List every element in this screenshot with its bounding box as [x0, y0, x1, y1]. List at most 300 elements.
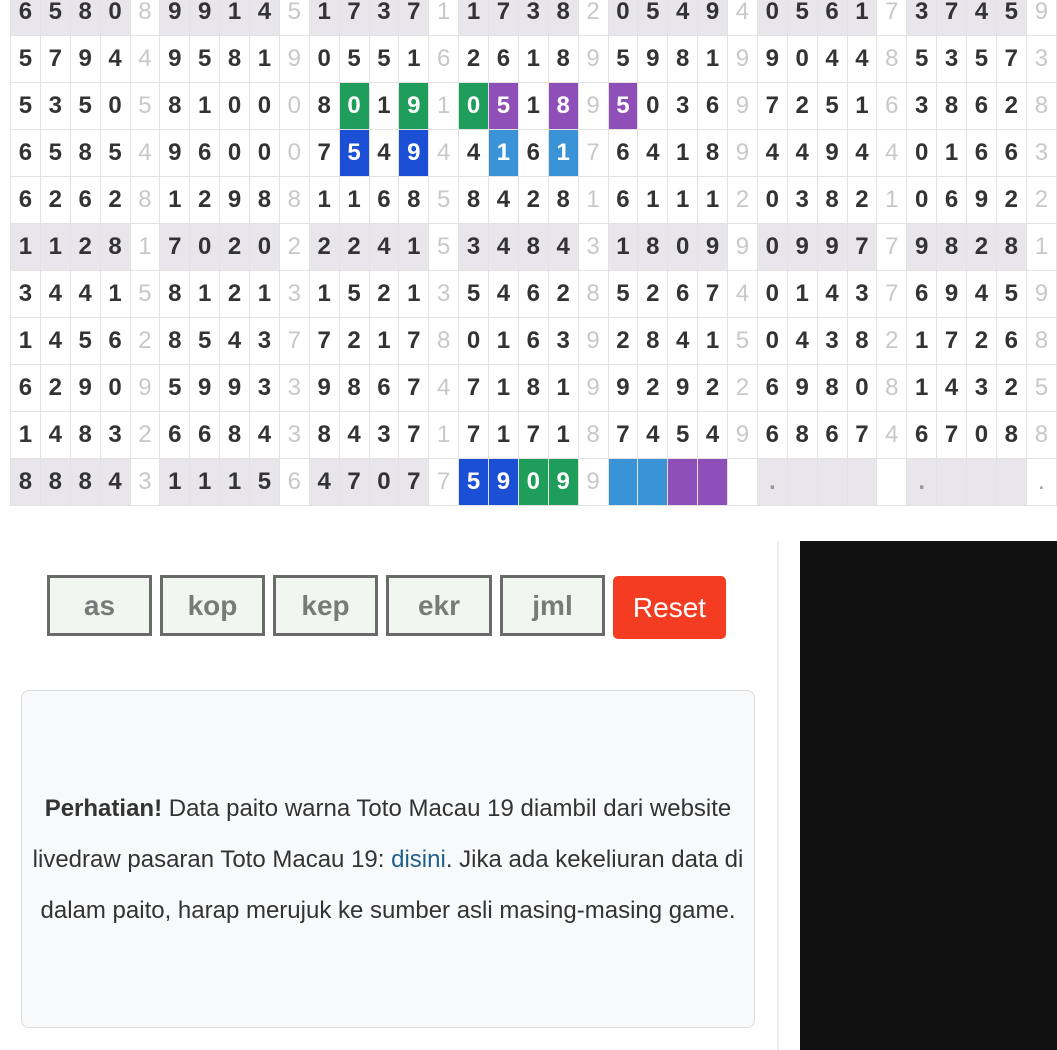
grid-cell[interactable]: 6 [489, 36, 519, 83]
grid-cell[interactable]: 8 [339, 365, 369, 412]
grid-cell[interactable]: 4 [638, 412, 668, 459]
grid-cell[interactable]: 1 [309, 0, 339, 36]
grid-cell[interactable]: 7 [608, 412, 638, 459]
grid-cell[interactable]: 1 [698, 318, 728, 365]
grid-cell[interactable]: 5 [40, 0, 70, 36]
grid-cell[interactable]: 9 [608, 365, 638, 412]
grid-cell[interactable]: 0 [369, 459, 399, 506]
grid-cell[interactable]: 3 [668, 83, 698, 130]
grid-cell[interactable]: 3 [40, 83, 70, 130]
grid-cell[interactable]: 3 [250, 318, 280, 365]
grid-cell[interactable]: 1 [937, 130, 967, 177]
grid-cell[interactable]: 1 [548, 365, 578, 412]
grid-cell[interactable]: 4 [757, 130, 787, 177]
grid-cell[interactable]: 2 [638, 271, 668, 318]
grid-cell[interactable]: 8 [11, 459, 41, 506]
grid-cell[interactable]: 3 [787, 177, 817, 224]
grid-cell[interactable]: 7 [160, 224, 190, 271]
grid-cell[interactable]: 4 [698, 412, 728, 459]
grid-cell[interactable]: 8 [160, 318, 190, 365]
grid-cell[interactable]: 0 [100, 83, 130, 130]
ekr-button[interactable]: ekr [386, 575, 492, 636]
grid-cell[interactable]: 2 [847, 177, 877, 224]
grid-cell[interactable]: 5 [996, 0, 1026, 36]
grid-cell[interactable]: 5 [190, 36, 220, 83]
grid-cell[interactable]: 7 [937, 0, 967, 36]
grid-cell[interactable]: 6 [817, 0, 847, 36]
grid-cell[interactable]: 8 [787, 412, 817, 459]
grid-cell[interactable] [847, 459, 877, 506]
grid-cell[interactable]: 1 [40, 224, 70, 271]
grid-cell[interactable]: 3 [459, 224, 489, 271]
grid-cell[interactable]: 1 [548, 412, 578, 459]
grid-cell[interactable]: 3 [907, 0, 937, 36]
grid-cell[interactable]: 1 [250, 271, 280, 318]
grid-cell[interactable]: 1 [11, 412, 41, 459]
grid-cell[interactable]: 0 [190, 224, 220, 271]
grid-cell[interactable]: 9 [668, 365, 698, 412]
grid-cell[interactable]: 1 [698, 177, 728, 224]
grid-cell[interactable]: 7 [399, 365, 429, 412]
grid-cell[interactable]: 2 [608, 318, 638, 365]
grid-cell[interactable]: 0 [638, 83, 668, 130]
grid-cell[interactable]: 1 [399, 271, 429, 318]
grid-cell[interactable]: 6 [817, 412, 847, 459]
grid-cell[interactable]: 8 [996, 412, 1026, 459]
grid-cell[interactable]: 8 [459, 177, 489, 224]
grid-cell[interactable]: 2 [190, 177, 220, 224]
grid-cell[interactable]: 6 [11, 130, 41, 177]
grid-cell[interactable]: 6 [608, 130, 638, 177]
grid-cell[interactable]: 7 [399, 459, 429, 506]
grid-cell[interactable]: 2 [518, 177, 548, 224]
grid-cell[interactable]: 8 [220, 36, 250, 83]
grid-cell[interactable]: 0 [757, 0, 787, 36]
grid-cell[interactable]: 1 [668, 177, 698, 224]
grid-cell[interactable]: 4 [817, 36, 847, 83]
grid-cell[interactable]: 1 [11, 318, 41, 365]
grid-cell[interactable]: 7 [309, 130, 339, 177]
grid-cell[interactable]: 6 [996, 318, 1026, 365]
grid-cell[interactable]: 6 [698, 83, 728, 130]
grid-cell[interactable]: 8 [70, 0, 100, 36]
grid-cell[interactable]: 0 [220, 130, 250, 177]
grid-cell[interactable]: 4 [70, 271, 100, 318]
grid-cell[interactable]: 1 [907, 365, 937, 412]
grid-cell[interactable]: 9 [190, 0, 220, 36]
grid-cell[interactable]: 7 [937, 412, 967, 459]
grid-cell[interactable]: 1 [847, 83, 877, 130]
grid-cell[interactable]: 0 [250, 130, 280, 177]
grid-cell[interactable]: 8 [937, 83, 967, 130]
grid-cell[interactable]: 4 [489, 177, 519, 224]
grid-cell[interactable]: 1 [907, 318, 937, 365]
grid-cell[interactable]: 9 [309, 365, 339, 412]
grid-cell[interactable]: 4 [250, 0, 280, 36]
grid-cell[interactable]: 9 [907, 224, 937, 271]
grid-cell[interactable]: 2 [459, 36, 489, 83]
grid-cell[interactable] [996, 459, 1026, 506]
grid-cell[interactable]: 4 [847, 36, 877, 83]
grid-cell[interactable]: 4 [787, 130, 817, 177]
grid-cell[interactable]: 8 [996, 224, 1026, 271]
grid-cell[interactable]: 1 [518, 83, 548, 130]
grid-cell[interactable]: 7 [309, 318, 339, 365]
grid-cell[interactable]: 5 [608, 271, 638, 318]
grid-cell[interactable]: 8 [548, 0, 578, 36]
grid-cell[interactable]: 1 [160, 459, 190, 506]
grid-cell[interactable]: 8 [250, 177, 280, 224]
grid-cell[interactable]: 9 [70, 365, 100, 412]
grid-cell[interactable]: 0 [668, 224, 698, 271]
grid-cell[interactable]: 7 [40, 36, 70, 83]
grid-cell[interactable]: 9 [787, 365, 817, 412]
grid-cell[interactable]: 1 [250, 36, 280, 83]
grid-cell[interactable]: 2 [698, 365, 728, 412]
grid-cell[interactable]: 8 [70, 412, 100, 459]
grid-cell[interactable]: 9 [698, 0, 728, 36]
grid-cell[interactable]: 4 [937, 365, 967, 412]
grid-cell[interactable]: 2 [548, 271, 578, 318]
grid-cell[interactable]: 2 [220, 224, 250, 271]
grid-cell[interactable]: 6 [518, 318, 548, 365]
grid-cell[interactable]: 1 [160, 177, 190, 224]
grid-cell[interactable]: 0 [518, 459, 548, 506]
grid-cell[interactable]: 4 [638, 130, 668, 177]
grid-cell[interactable]: 8 [100, 224, 130, 271]
grid-cell[interactable]: 6 [190, 412, 220, 459]
grid-cell[interactable]: 4 [250, 412, 280, 459]
grid-cell[interactable]: 6 [757, 365, 787, 412]
grid-cell[interactable]: 6 [967, 83, 997, 130]
grid-cell[interactable]: 5 [996, 271, 1026, 318]
grid-cell[interactable]: 8 [309, 412, 339, 459]
grid-cell[interactable]: 8 [309, 83, 339, 130]
grid-cell[interactable]: 9 [399, 83, 429, 130]
grid-cell[interactable]: 5 [11, 36, 41, 83]
grid-cell[interactable]: 9 [817, 130, 847, 177]
grid-cell[interactable]: 6 [369, 177, 399, 224]
grid-cell[interactable]: 2 [996, 177, 1026, 224]
grid-cell[interactable]: 3 [11, 271, 41, 318]
grid-cell[interactable]: 0 [250, 224, 280, 271]
grid-cell[interactable]: 6 [668, 271, 698, 318]
grid-cell[interactable]: 9 [399, 130, 429, 177]
grid-cell[interactable]: 5 [70, 83, 100, 130]
grid-cell[interactable]: 0 [220, 83, 250, 130]
grid-cell[interactable]: 5 [967, 36, 997, 83]
kop-button[interactable]: kop [160, 575, 265, 636]
grid-cell[interactable]: 8 [399, 177, 429, 224]
grid-cell[interactable]: 8 [70, 459, 100, 506]
grid-cell[interactable]: 0 [459, 83, 489, 130]
grid-cell[interactable]: 8 [937, 224, 967, 271]
grid-cell[interactable]: 2 [40, 177, 70, 224]
grid-cell[interactable]: 9 [967, 177, 997, 224]
grid-cell[interactable]: 1 [399, 224, 429, 271]
grid-cell[interactable]: 2 [309, 224, 339, 271]
grid-cell[interactable]: 1 [847, 0, 877, 36]
grid-cell[interactable]: 6 [369, 365, 399, 412]
grid-cell[interactable]: 8 [548, 36, 578, 83]
grid-cell[interactable]: 1 [518, 36, 548, 83]
grid-cell[interactable]: 6 [11, 177, 41, 224]
grid-cell[interactable]: 4 [369, 224, 399, 271]
grid-cell[interactable]: 7 [489, 0, 519, 36]
grid-cell[interactable]: 1 [100, 271, 130, 318]
grid-cell[interactable]: 8 [817, 177, 847, 224]
grid-cell[interactable]: 9 [220, 177, 250, 224]
as-button[interactable]: as [47, 575, 152, 636]
source-link[interactable]: disini [391, 845, 446, 873]
grid-cell[interactable]: 5 [100, 130, 130, 177]
grid-cell[interactable]: 6 [967, 130, 997, 177]
grid-cell[interactable] [698, 459, 728, 506]
grid-cell[interactable]: 9 [548, 459, 578, 506]
grid-cell[interactable] [668, 459, 698, 506]
grid-cell[interactable]: 4 [309, 459, 339, 506]
grid-cell[interactable]: 1 [190, 83, 220, 130]
grid-cell[interactable]: 5 [40, 130, 70, 177]
grid-cell[interactable]: 9 [160, 0, 190, 36]
grid-cell[interactable]: 1 [369, 318, 399, 365]
grid-cell[interactable]: 1 [190, 459, 220, 506]
grid-cell[interactable]: 5 [339, 271, 369, 318]
grid-cell[interactable]: 2 [100, 177, 130, 224]
grid-cell[interactable]: 9 [698, 224, 728, 271]
grid-cell[interactable] [787, 459, 817, 506]
grid-cell[interactable]: 7 [996, 36, 1026, 83]
grid-cell[interactable]: 6 [757, 412, 787, 459]
grid-cell[interactable]: 0 [847, 365, 877, 412]
grid-cell[interactable]: 6 [996, 130, 1026, 177]
grid-cell[interactable] [638, 459, 668, 506]
grid-cell[interactable]: 5 [787, 0, 817, 36]
grid-cell[interactable]: 6 [190, 130, 220, 177]
grid-cell[interactable]: 4 [40, 412, 70, 459]
grid-cell[interactable]: 4 [668, 318, 698, 365]
grid-cell[interactable]: 3 [817, 318, 847, 365]
grid-cell[interactable]: 2 [996, 83, 1026, 130]
grid-cell[interactable]: 0 [907, 130, 937, 177]
grid-cell[interactable]: 5 [160, 365, 190, 412]
grid-cell[interactable]: 5 [339, 36, 369, 83]
grid-cell[interactable]: 4 [100, 459, 130, 506]
grid-cell[interactable]: 0 [608, 0, 638, 36]
grid-cell[interactable]: 5 [339, 130, 369, 177]
grid-cell[interactable]: 4 [489, 224, 519, 271]
grid-cell[interactable]: 7 [459, 365, 489, 412]
grid-cell[interactable]: 7 [339, 0, 369, 36]
grid-cell[interactable]: 6 [11, 0, 41, 36]
grid-cell[interactable]: 9 [160, 130, 190, 177]
grid-cell[interactable]: 1 [11, 224, 41, 271]
grid-cell[interactable]: 5 [608, 83, 638, 130]
grid-cell[interactable]: 4 [489, 271, 519, 318]
grid-cell[interactable]: 7 [518, 412, 548, 459]
grid-cell[interactable]: 9 [489, 459, 519, 506]
grid-cell[interactable]: 0 [757, 271, 787, 318]
grid-cell[interactable]: 4 [967, 0, 997, 36]
grid-cell[interactable]: 8 [698, 130, 728, 177]
grid-cell[interactable]: 9 [937, 271, 967, 318]
grid-cell[interactable]: 6 [518, 130, 548, 177]
grid-cell[interactable]: 1 [489, 130, 519, 177]
grid-cell[interactable]: 7 [847, 224, 877, 271]
reset-button[interactable]: Reset [613, 576, 726, 639]
grid-cell[interactable]: 4 [967, 271, 997, 318]
grid-cell[interactable]: 8 [638, 224, 668, 271]
grid-cell[interactable]: 6 [907, 412, 937, 459]
grid-cell[interactable]: 7 [698, 271, 728, 318]
grid-cell[interactable]: 1 [369, 83, 399, 130]
grid-cell[interactable]: 7 [339, 459, 369, 506]
grid-cell[interactable]: 1 [608, 224, 638, 271]
grid-cell[interactable]: 6 [70, 177, 100, 224]
grid-cell[interactable]: 8 [518, 224, 548, 271]
grid-cell[interactable]: 0 [459, 318, 489, 365]
grid-cell[interactable]: 3 [518, 0, 548, 36]
grid-cell[interactable]: 4 [459, 130, 489, 177]
grid-cell[interactable]: 3 [100, 412, 130, 459]
grid-cell[interactable]: 9 [638, 36, 668, 83]
grid-cell[interactable]: 5 [250, 459, 280, 506]
grid-cell[interactable]: 3 [369, 412, 399, 459]
grid-cell[interactable]: 5 [668, 412, 698, 459]
kep-button[interactable]: kep [273, 575, 378, 636]
grid-cell[interactable]: 1 [220, 0, 250, 36]
grid-cell[interactable]: 8 [160, 83, 190, 130]
grid-cell[interactable]: 3 [548, 318, 578, 365]
grid-cell[interactable]: 4 [220, 318, 250, 365]
grid-cell[interactable]: 9 [817, 224, 847, 271]
grid-cell[interactable]: 5 [638, 0, 668, 36]
grid-cell[interactable]: 9 [190, 365, 220, 412]
grid-cell[interactable]: 1 [489, 412, 519, 459]
grid-cell[interactable]: 1 [787, 271, 817, 318]
grid-cell[interactable]: 4 [40, 318, 70, 365]
grid-cell[interactable]: 1 [548, 130, 578, 177]
grid-cell[interactable]: 3 [907, 83, 937, 130]
grid-cell[interactable]: 7 [847, 412, 877, 459]
grid-cell[interactable]: 6 [937, 177, 967, 224]
grid-cell[interactable]: 2 [638, 365, 668, 412]
grid-cell[interactable]: 1 [489, 318, 519, 365]
grid-cell[interactable]: 9 [70, 36, 100, 83]
grid-cell[interactable]: 1 [459, 0, 489, 36]
grid-cell[interactable]: 7 [757, 83, 787, 130]
grid-cell[interactable]: 4 [847, 130, 877, 177]
grid-cell[interactable]: 5 [608, 36, 638, 83]
grid-cell[interactable]: 9 [787, 224, 817, 271]
jml-button[interactable]: jml [500, 575, 605, 636]
grid-cell[interactable]: 2 [967, 318, 997, 365]
grid-cell[interactable]: 1 [638, 177, 668, 224]
grid-cell[interactable]: 1 [309, 177, 339, 224]
grid-cell[interactable]: 8 [638, 318, 668, 365]
grid-cell[interactable]: 1 [220, 459, 250, 506]
grid-cell[interactable]: 6 [907, 271, 937, 318]
grid-cell[interactable]: 6 [608, 177, 638, 224]
grid-cell[interactable]: 0 [757, 224, 787, 271]
grid-cell[interactable]: 4 [339, 412, 369, 459]
grid-cell[interactable]: 1 [668, 130, 698, 177]
grid-cell[interactable]: 6 [11, 365, 41, 412]
grid-cell[interactable]: 1 [399, 36, 429, 83]
grid-cell[interactable]: 2 [339, 318, 369, 365]
grid-cell[interactable]: 5 [489, 83, 519, 130]
grid-cell[interactable] [937, 459, 967, 506]
grid-cell[interactable]: 7 [399, 0, 429, 36]
grid-cell[interactable]: 1 [489, 365, 519, 412]
grid-cell[interactable]: 1 [190, 271, 220, 318]
grid-cell[interactable]: 4 [817, 271, 847, 318]
grid-cell[interactable]: 4 [40, 271, 70, 318]
grid-cell[interactable]: 2 [996, 365, 1026, 412]
grid-cell[interactable] [817, 459, 847, 506]
grid-cell[interactable]: 0 [250, 83, 280, 130]
grid-cell[interactable]: 5 [190, 318, 220, 365]
grid-cell[interactable]: 8 [847, 318, 877, 365]
grid-cell[interactable]: 2 [40, 365, 70, 412]
grid-cell[interactable]: 5 [459, 459, 489, 506]
grid-cell[interactable]: 8 [817, 365, 847, 412]
grid-cell[interactable] [967, 459, 997, 506]
grid-cell[interactable]: 7 [459, 412, 489, 459]
grid-cell[interactable]: 5 [369, 36, 399, 83]
grid-cell[interactable]: 8 [548, 177, 578, 224]
grid-cell[interactable]: 3 [967, 365, 997, 412]
grid-cell[interactable]: 6 [100, 318, 130, 365]
grid-cell[interactable]: 5 [907, 36, 937, 83]
grid-cell[interactable]: 2 [369, 271, 399, 318]
grid-cell[interactable]: 0 [757, 177, 787, 224]
grid-cell[interactable]: 5 [817, 83, 847, 130]
grid-cell[interactable]: 0 [100, 365, 130, 412]
grid-cell[interactable]: 8 [518, 365, 548, 412]
grid-cell[interactable]: . [757, 459, 787, 506]
grid-cell[interactable]: 3 [250, 365, 280, 412]
grid-cell[interactable]: 4 [548, 224, 578, 271]
grid-cell[interactable]: 2 [70, 224, 100, 271]
grid-cell[interactable]: 3 [937, 36, 967, 83]
grid-cell[interactable]: 0 [309, 36, 339, 83]
grid-cell[interactable]: 2 [339, 224, 369, 271]
grid-cell[interactable]: 7 [399, 318, 429, 365]
grid-cell[interactable]: 5 [459, 271, 489, 318]
grid-cell[interactable]: 0 [757, 318, 787, 365]
grid-cell[interactable]: 6 [160, 412, 190, 459]
grid-cell[interactable]: 2 [787, 83, 817, 130]
grid-cell[interactable]: 4 [100, 36, 130, 83]
grid-cell[interactable]: 1 [309, 271, 339, 318]
grid-cell[interactable]: 1 [339, 177, 369, 224]
grid-cell[interactable]: 0 [339, 83, 369, 130]
grid-cell[interactable]: 9 [160, 36, 190, 83]
grid-cell[interactable]: 5 [70, 318, 100, 365]
grid-cell[interactable]: . [907, 459, 937, 506]
grid-cell[interactable]: 0 [787, 36, 817, 83]
grid-cell[interactable]: 2 [967, 224, 997, 271]
grid-cell[interactable]: 7 [937, 318, 967, 365]
grid-cell[interactable]: 8 [160, 271, 190, 318]
grid-cell[interactable]: 8 [40, 459, 70, 506]
grid-cell[interactable]: 8 [548, 83, 578, 130]
grid-cell[interactable]: 3 [847, 271, 877, 318]
grid-cell[interactable]: 7 [399, 412, 429, 459]
grid-cell[interactable]: 0 [967, 412, 997, 459]
grid-cell[interactable]: 8 [70, 130, 100, 177]
